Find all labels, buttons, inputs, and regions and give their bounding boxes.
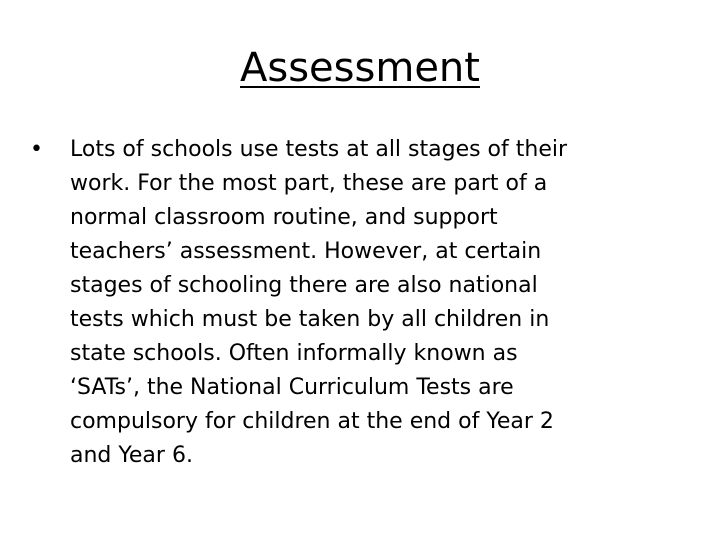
bullet-line: compulsory for children at the end of Year 2	[70, 409, 554, 434]
bullet-line: stages of schooling there are also national	[70, 273, 538, 298]
bullet-line: and Year 6.	[70, 443, 193, 468]
bullet-icon: •	[30, 137, 43, 162]
bullet-line: work. For the most part, these are part of a	[70, 171, 548, 196]
bullet-list	[30, 133, 690, 473]
slide-title	[0, 44, 720, 92]
bullet-line: normal classroom routine, and support	[70, 205, 498, 230]
bullet-line: tests which must be taken by all children in	[70, 307, 550, 332]
bullet-line: teachers’ assessment. However, at certain	[70, 239, 542, 264]
bullet-line: state schools. Often informally known as	[70, 341, 518, 366]
bullet-line: ‘SATs’, the National Curriculum Tests are	[70, 375, 514, 400]
bullet-line: Lots of schools use tests at all stages of their	[70, 137, 568, 162]
bullet-item	[30, 133, 690, 473]
slide-title-text: Assessment	[240, 45, 480, 91]
